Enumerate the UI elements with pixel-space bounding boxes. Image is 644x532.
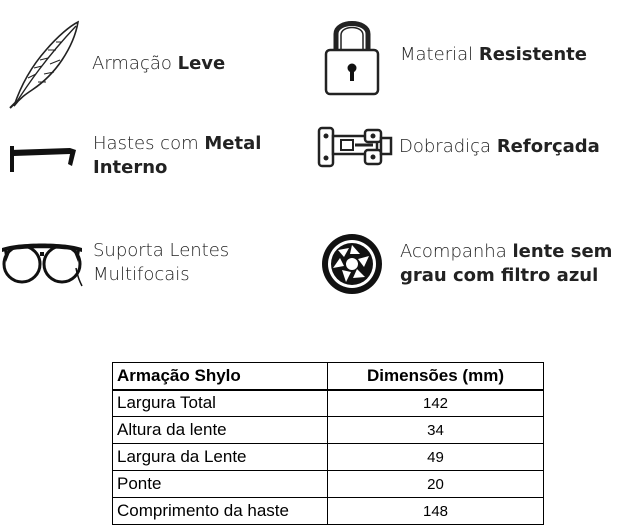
table-row	[113, 471, 544, 498]
glasses-icon	[0, 238, 84, 288]
header-model: Armação Shylo	[113, 363, 328, 390]
feature-multifocais-text: Suporta Lentes Multifocais	[93, 240, 230, 285]
temple-arm-icon	[8, 136, 78, 176]
feature-multifocais	[0, 238, 273, 288]
feature-metal-text: Hastes com Metal Interno	[93, 133, 262, 178]
row-label: Ponte	[113, 471, 328, 498]
hinge-icon	[317, 124, 395, 170]
row-label: Altura da lente	[113, 417, 328, 444]
table-row	[113, 390, 544, 417]
feather-icon	[6, 18, 82, 110]
table-row	[113, 498, 544, 525]
feature-dobradica	[317, 124, 629, 170]
feature-lente	[320, 232, 640, 296]
feature-resistente	[322, 14, 620, 96]
row-value: 148	[328, 498, 544, 525]
padlock-icon	[322, 14, 382, 96]
dimensions-table	[112, 362, 544, 525]
row-label: Comprimento da haste	[113, 498, 328, 525]
feature-metal	[8, 132, 283, 180]
table-row	[113, 444, 544, 471]
row-label: Largura Total	[113, 390, 328, 417]
table-header-row	[113, 363, 544, 390]
row-value: 142	[328, 390, 544, 417]
feature-leve-text: Armação Leve	[92, 53, 226, 74]
feature-lente-text: Acompanha lente sem grau com filtro azul	[400, 241, 613, 286]
feature-resistente-text: Material Resistente	[400, 44, 587, 65]
row-label: Largura da Lente	[113, 444, 328, 471]
feature-dobradica-text: Dobradiça Reforçada	[399, 136, 600, 157]
table-row	[113, 417, 544, 444]
row-value: 34	[328, 417, 544, 444]
camera-lens-icon	[320, 232, 384, 296]
row-value: 20	[328, 471, 544, 498]
header-dimensions: Dimensões (mm)	[328, 363, 544, 390]
feature-leve	[6, 18, 272, 110]
row-value: 49	[328, 444, 544, 471]
